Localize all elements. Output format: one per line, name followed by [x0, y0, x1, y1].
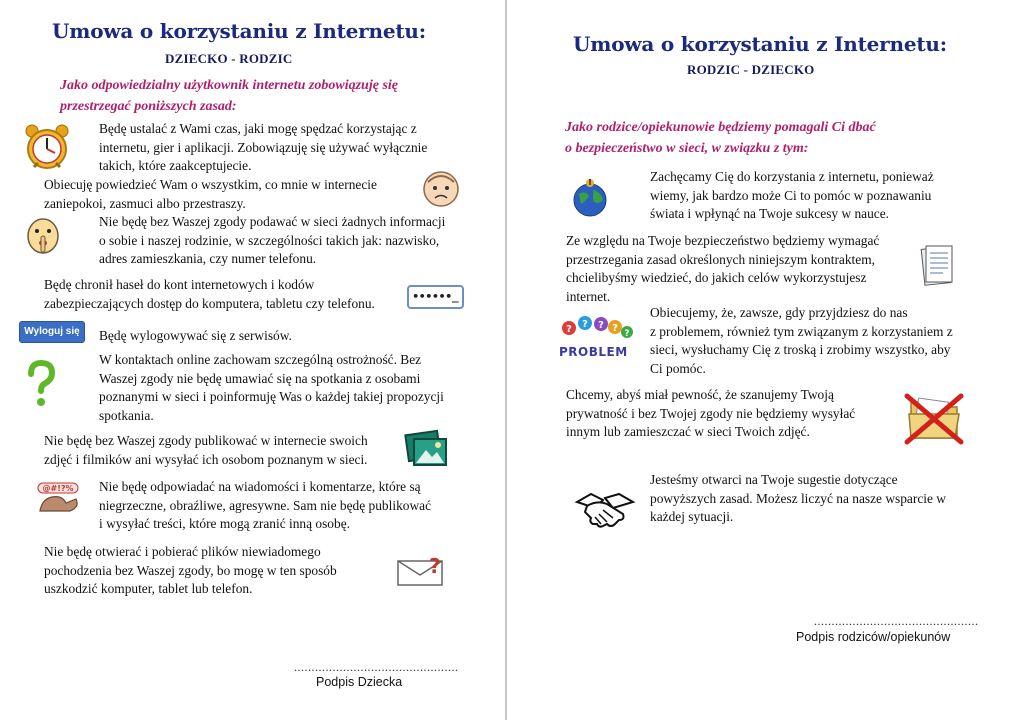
rule-line: Obiecujemy, że, zawsze, gdy przyjdziesz do nas [650, 305, 908, 320]
rule-line: Nie będę otwierać i pobierać plików niewiadomego [44, 544, 321, 559]
rule-line: powyższych zasad. Możesz liczyć na nasze wsparcie w [650, 490, 946, 506]
left-intro-line: Jako odpowiedzialny użytkownik internetu zobowiązuję się [60, 78, 398, 93]
problem-label: PROBLEM [559, 345, 628, 359]
right-rule-2 [566, 232, 879, 306]
rule-line: internetu, gier i aplikacji. Zobowiązuję się używać wyłącznie [99, 139, 428, 155]
rule-line: chcielibyśmy wiedzieć, do jakich celów wykorzystujesz [566, 270, 867, 285]
rule-line: pochodzenia bez Waszej zgody, bo mogę w ten sposób [44, 562, 337, 578]
password-field-icon: ••••••_ [407, 285, 464, 309]
left-rule-9 [44, 543, 337, 599]
left-rule-8 [99, 478, 431, 534]
left-page [0, 0, 506, 720]
rule-line: Zachęcamy Cię do korzystania z internetu, ponieważ [650, 169, 934, 184]
suspicious-email-icon [396, 553, 444, 587]
right-page-title: Umowa o korzystaniu z Internetu: [573, 32, 947, 56]
rule-line: Ze względu na Twoje bezpieczeństwo będziemy wymagać [566, 233, 880, 248]
left-rule-7 [44, 432, 368, 469]
svg-text:?: ? [598, 320, 604, 331]
logout-button-icon: Wyloguj się [19, 321, 85, 343]
rule-line: internet. [566, 288, 611, 304]
rule-line: poznanymi w sieci i poinformuję Was o każdej takiej propozycji [99, 389, 444, 404]
svg-text:?: ? [612, 323, 618, 334]
rule-line: sieci, wysłuchamy Cię z troską i zrobimy wszystko, aby [650, 342, 951, 357]
left-rule-5 [99, 327, 292, 346]
left-rule-6 [99, 351, 444, 425]
right-intro-line: o bezpieczeństwo w sieci, w związku z tym: [565, 141, 809, 156]
rule-line: z problemem, również tym związanym z korzystaniem z [650, 323, 953, 339]
rule-line: Nie będę bez Waszej zgody podawać w sieci żadnych informacji [99, 214, 446, 229]
right-intro [565, 117, 876, 159]
left-intro [60, 75, 398, 117]
parent-signature-line: ............................................... [814, 614, 979, 628]
svg-text:?: ? [429, 554, 441, 578]
svg-text:?: ? [566, 324, 572, 335]
right-rule-3 [650, 304, 953, 378]
child-signature-label: Podpis Dziecka [316, 675, 403, 689]
rule-line: Będę ustalać z Wami czas, jaki mogę spędzać korzystając z [99, 121, 417, 136]
rule-line: Waszej zgody nie będę umawiać się na spotkania z osobami [99, 370, 421, 386]
rule-line: każdej sytuacji. [650, 509, 734, 524]
rule-line: zaniepokoi, zasmuci albo przestraszy. [44, 195, 246, 211]
right-rule-5 [650, 471, 946, 527]
left-intro-line: przestrzegać poniższych zasad: [60, 99, 237, 114]
crossed-folder-icon [903, 392, 965, 444]
rule-line: Chcemy, abyś miał pewność, że szanujemy Twoją [566, 387, 834, 402]
document-icon [919, 242, 955, 288]
parent-signature-label: Podpis rodziców/opiekunów [796, 630, 951, 644]
rule-line: uszkodzić komputer, tablet lub telefon. [44, 581, 253, 596]
svg-text:?: ? [582, 319, 588, 330]
shush-face-icon [24, 216, 62, 258]
rule-line: Nie będę bez Waszej zgody publikować w internecie swoich [44, 433, 368, 448]
rule-line: spotkania. [99, 407, 154, 423]
rule-line: Nie będę odpowiadać na wiadomości i komentarze, które są [99, 479, 421, 494]
right-rule-4 [566, 386, 855, 442]
question-mark-icon [26, 360, 56, 408]
left-rule-3 [99, 213, 445, 269]
child-signature-line: ............................................... [294, 660, 459, 674]
rule-line: o sobie i naszej rodzinie, w szczególności takich jak: nazwisko, [99, 232, 440, 248]
rule-line: i wysyłać treści, które mogą zranić inną osobę. [99, 516, 350, 531]
rule-line: wiemy, jak bardzo może Ci to pomóc w poznawaniu [650, 187, 932, 203]
rule-line: zdjęć i filmików ani wysyłać ich osobom poznanym w sieci. [44, 451, 368, 467]
right-rule-1 [650, 168, 934, 224]
rule-line: Będę wylogowywać się z serwisów. [99, 328, 292, 343]
rule-line: Będę chronił haseł do kont internetowych i kodów [44, 277, 315, 292]
rule-line: niegrzeczne, obraźliwe, agresywne. Sam nie będę publikować [99, 497, 432, 513]
handshake-icon [573, 480, 637, 534]
left-page-subtitle: DZIECKO - RODZIC [165, 51, 293, 66]
rule-line: adres zamieszkania, czy numer telefonu. [99, 251, 317, 266]
rule-line: Obiecuję powiedzieć Wam o wszystkim, co mnie w internecie [44, 177, 377, 192]
rule-line: zabezpieczających dostęp do komputera, tabletu czy telefonu. [44, 295, 375, 311]
rule-line: W kontaktach online zachowam szczególną ostrożność. Bez [99, 352, 422, 367]
rule-line: Ci pomóc. [650, 360, 706, 376]
rule-line: prywatność i bez Twojej zgody nie będziemy wysyłać [566, 405, 856, 421]
svg-text:@#!?%: @#!?% [42, 484, 74, 493]
left-rule-1 [99, 120, 427, 176]
rule-line: Jesteśmy otwarci na Twoje sugestie dotyczące [650, 472, 898, 487]
alarm-clock-icon [22, 123, 72, 171]
globe-icon [571, 176, 609, 218]
left-rule-4 [44, 276, 375, 313]
worried-face-icon [420, 168, 462, 208]
rule-line: przestrzegania zasad określonych niniejszym kontraktem, [566, 251, 875, 267]
rule-line: innym lub zamieszczać w sieci Twoich zdjęć. [566, 424, 810, 439]
rule-line: świata i wpłynąć na Twoje sukcesy w nauce. [650, 206, 890, 221]
left-page-title: Umowa o korzystaniu z Internetu: [52, 19, 426, 43]
right-intro-line: Jako rodzice/opiekunowie będziemy pomagali Ci dbać [565, 120, 876, 135]
rule-line: takich, które zaakceptujecie. [99, 158, 252, 173]
left-rule-2 [44, 176, 377, 213]
angry-comment-icon [36, 481, 82, 517]
right-page [507, 0, 1024, 720]
svg-text:?: ? [624, 329, 630, 339]
photos-icon [404, 430, 450, 468]
right-page-subtitle: RODZIC - DZIECKO [687, 62, 815, 77]
